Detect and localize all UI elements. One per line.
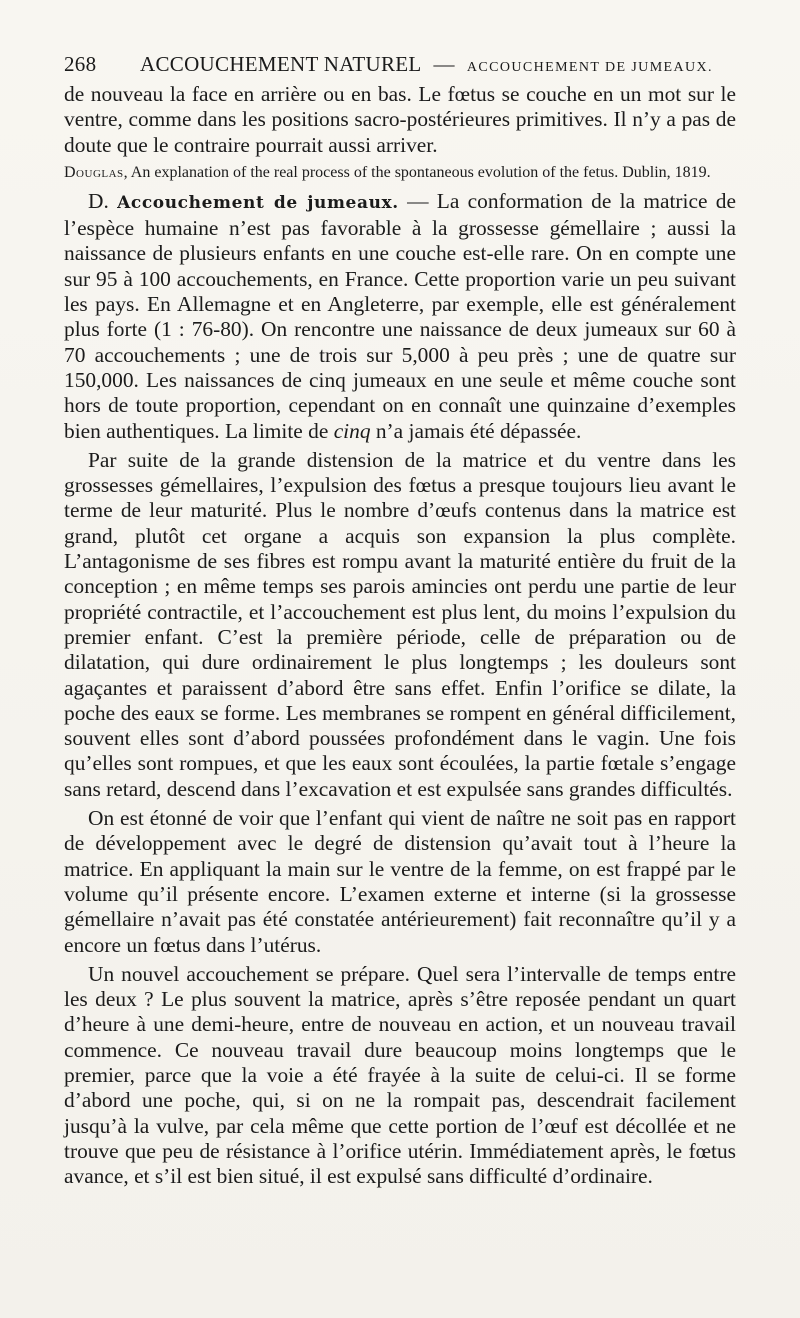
section-paragraph [64, 189, 736, 444]
section-title: Accouchement de jumeaux. [117, 192, 399, 213]
section-italic-word: cinq [333, 418, 371, 443]
running-head-subtitle: ACCOUCHEMENT DE JUMEAUX. [466, 60, 713, 75]
running-head [64, 52, 736, 80]
citation-text: , An explanation of the real process of the spontaneous evolution of the fetus. Dublin, 1819. [123, 163, 711, 181]
running-head-title: ACCOUCHEMENT NATUREL [140, 52, 422, 76]
page-number: 268 [64, 52, 97, 76]
paragraph-new-labor: Un nouvel accouchement se prépare. Quel sera l’intervalle de temps entre les deux ? Le plus souvent la matrice, après s’être reposée pendant un quart d’heure à une demi-heure, entre de nouveau en action, et un nouveau travail commence. Ce nouveau travail dure beaucoup moins longtemps que le premier, parce que la voie a été frayée à la suite de celui-ci. Il se forme d’abord une poche, qui, si on ne la rompait pas, descendrait facilement jusqu’à la vulve, par cela même que cette portion de l’œuf est décollée et ne trouve que peu de résistance à l’orifice utérin. Immédiatement après, le fœtus avance, et s’il est bien situé, il est expulsé sans difficulté d’ordinaire. [64, 961, 736, 1189]
body-text [64, 82, 736, 1189]
section-dash: — [398, 188, 429, 213]
running-head-separator: — [433, 52, 455, 76]
paragraph-second-fetus: On est étonné de voir que l’enfant qui vient de naître ne soit pas en rapport de développement avec le degré de distension qu’avait tout à l’heure la matrice. En appliquant la main sur le ventre de la femme, on est frappé par le volume qu’il présente encore. L’examen externe et interne (si la grossesse gémellaire n’avait pas été constatée antérieurement) fait reconnaître qu’il y a encore un fœtus dans l’utérus. [64, 806, 736, 957]
section-letter: D. [88, 188, 109, 213]
citation [64, 163, 736, 183]
section-text-2: n’a jamais été dépassée. [370, 418, 582, 443]
section-text-1: La conformation de la matrice de l’espèce humaine n’est pas favorable à la grossesse gémellaire ; aussi la naissance de plusieurs enfants en une couche est-elle rare. On en compte une sur 95 à 100 accouchements, en France. Cette proportion varie un peu suivant les pays. En Allemagne et en Angleterre, par exemple, elle est généralement plus forte (1 : 76-80). On rencontre une naissance de deux jumeaux sur 60 à 70 accouchements ; une de trois sur 5,000 à peu près ; une de quatre sur 150,000. Les naissances de cinq jumeaux en une seule et même couche sont hors de toute proportion, cependant on en connaît une quinzaine d’exemples bien authentiques. La limite de [64, 188, 736, 443]
intro-paragraph: de nouveau la face en arrière ou en bas. Le fœtus se couche en un mot sur le ventre, comme dans les positions sacro-postérieures primitives. Il n’y a pas de doute que le contraire pourrait aussi arriver. [64, 82, 736, 157]
citation-author: Douglas [64, 163, 124, 181]
paragraph-expulsion: Par suite de la grande distension de la matrice et du ventre dans les grossesses gémellaires, l’expulsion des fœtus a presque toujours lieu avant le terme de leur maturité. Plus le nombre d’œufs contenus dans la matrice est grand, plutôt cet organe a acquis son expansion la plus complète. L’antagonisme de ses fibres est rompu avant la maturité entière du fruit de la conception ; en même temps ses parois amincies ont perdu une partie de leur propriété contractile, et l’accouchement est plus lent, du moins l’expulsion du premier enfant. C’est la première période, celle de préparation ou de dilatation, qui dure ordinairement le plus longtemps ; les douleurs sont agaçantes et paraissent d’abord être sans effet. Enfin l’orifice se dilate, la poche des eaux se forme. Les membranes se rompent en général difficilement, souvent elles sont d’abord poussées profondément dans le vagin. Une fois qu’elles sont rompues, et que les eaux sont écoulées, la partie fœtale s’engage sans retard, descend dans l’excavation et est expulsée sans grandes difficultés. [64, 447, 736, 801]
